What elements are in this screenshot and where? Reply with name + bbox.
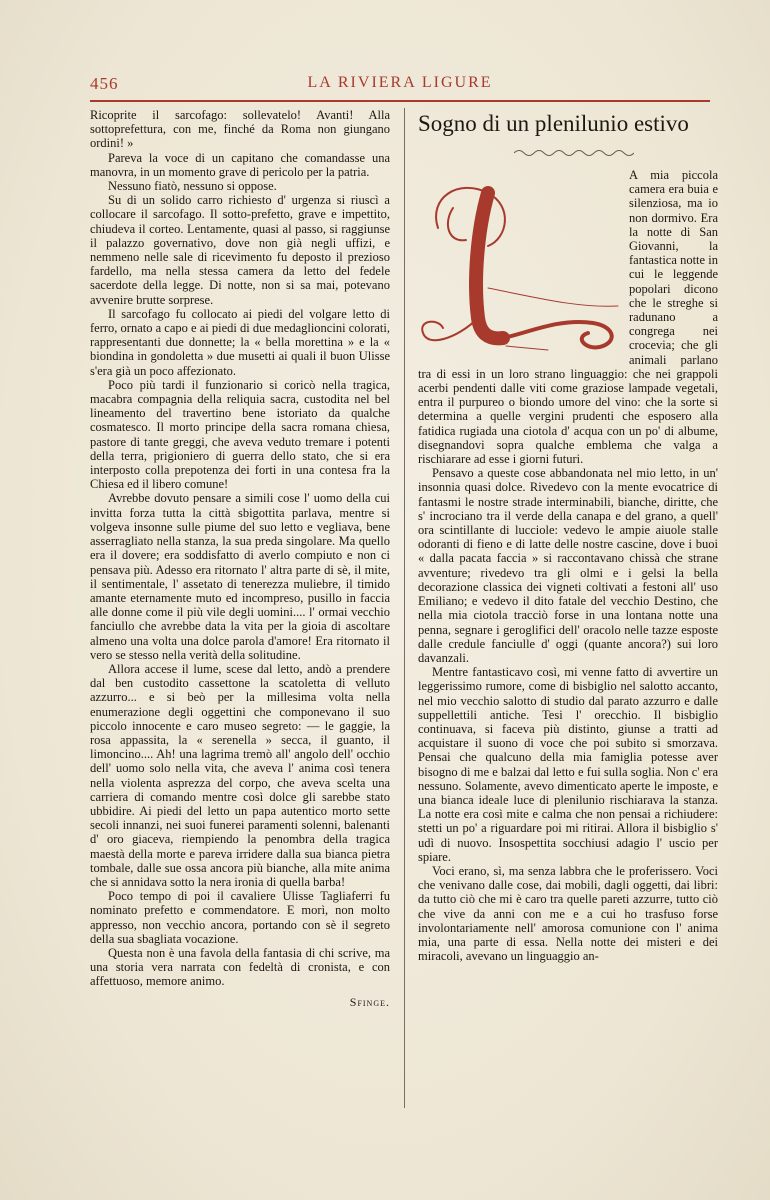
title-flourish-ornament	[514, 148, 634, 158]
left-column	[90, 108, 390, 1009]
right-paragraph: Mentre fantasticavo così, mi venne fatto di avvertire un leggerissimo rumore, come di bisbiglio nel salotto accanto, nel mio vecchio salotto di studio dal parato azzurro e dalle suppellettili antiche. Tesi l' orecchio. Il bisbiglio continuava, si faceva più distinto, giunse a tratti ad acquistare il suono di voce che poi subito si smorzava. Pensai che qualcuno della mia famiglia potesse aver bisogno di me e balzai dal letto e fui sulla soglia. Non c' era nessuno. Solamente, avevo dimenticato aperte le imposte, e una bianca ideale luce di plenilunio rischiarava la stanza. La notte era così mite e calma che non pensai a richiudere: stetti un po' a riguardare poi mi ritirai. Allora il bisbiglio s' udì di nuovo. Insospettita socchiusi adagio l' uscio per spiare.	[418, 665, 718, 864]
left-paragraph: Allora accese il lume, scese dal letto, andò a prendere dal ben custodito cassettone la scatoletta di velluto azzurro... e si beò per la millesima volta nella enumerazione degli oggettini che componevano il suo piccolo innocente e caro museo segreto: — le gaggie, la rosa appassita, la « serenella » secca, il guanto, il limoncino.... Ah! una lagrima tremò all' angolo dell' occhio dell' uomo solo nella vita, che aveva l' anima così tenera nella violenta asprezza del corpo, che aveva scelta una carriera di comando mentre così dolce gli sarebbe stato ubbidire. Ai piedi del letto un papa autentico morto sette secoli innanzi, nei suoi funerei paramenti solenni, balenanti d' oro giaceva, riempiendo la penombra della tragica maestà della morte e pareva irridere dalla sua bianca pietra tombale, dalle sue ossa ancora più bianche, alla mite anima che si annidava sotto la nera ironia di quella barba!	[90, 661, 390, 889]
left-paragraph: Poco più tardi il funzionario si coricò nella tragica, macabra compagnia della reliquia sacra, custodita nel bel lineamento del travertino bene istoriato da qualche cosmatesco. Il morto principe della sacra romana chiesa, pastore di tante greggi, che aveva veduto tremare i potenti della terra, prigioniero di guerra dello stato, che si era interposto colla prepotenza dei forti in una contesa fra la Chiesa ed il libero comune!	[90, 377, 390, 492]
right-column	[418, 108, 718, 963]
right-paragraph: Pensavo a queste cose abbandonata nel mio letto, in un' insonnia quasi dolce. Rivedevo con la mente evocatrice di fantasmi le nostre strade interminabili, bianche, diritte, che s' incrociano tra il verde della canapa e del grano, a quell' ora scintillante di lucciole: vedevo le ampie aiuole stalle odoranti di fieno e di latte delle nostre cascine, dove i buoi « dalla pacata faccia » si raccontavano chissà che strane avventure; rivedevo tra gli olmi e i gelsi la bella decorazione classica dei vigneti coltivati a festoni all' uso Emiliano; e vedevo il dito fatale del vecchio Destino, che nella mia ciotola tracciò forse in una lontana notte una penna, segnare i geroglifici dell' oracolo nelle tazze esposte dalle credule fanciulle d' oggi (quante ancora?) sui loro davanzali.	[418, 466, 718, 665]
page-number: 456	[90, 74, 119, 93]
drop-cap-ornament	[418, 168, 623, 358]
left-paragraph: Questa non è una favola della fantasia di chi scrive, ma una storia vera narrata con fedeltà di cronista, e con affettuoso, memore animo.	[90, 945, 390, 989]
right-paragraph: Voci erano, sì, ma senza labbra che le proferissero. Voci che venivano dalle cose, dai mobili, dagli oggetti, dai libri: da tutto ciò che mi è caro tra quelle pareti azzurre, tutto ciò che vive da anni con me e a cui ho trasfuso forse involontariamente nell' amorosa comunione con l' anima mia, una parte di essa. Nella notte dei misteri e dei miracoli, avevano un linguaggio an-	[418, 863, 718, 964]
left-paragraph: Il sarcofago fu collocato ai piedi del volgare letto di ferro, ornato a capo e ai piedi di due medaglioncini colorati, rappresentanti due donnette; la « bella morettina » e la « biondina in gondoletta » due musetti ai quali il buon Ulisse s'era già un poco affezionato.	[90, 306, 390, 378]
author-signature: Sfinge.	[349, 994, 390, 1009]
left-paragraph: Poco tempo di poi il cavaliere Ulisse Tagliaferri fu nominato prefetto e commendatore. E morì, non molto appresso, non vecchio ancora, portando con sè il segreto della sua sbagliata vocazione.	[90, 889, 390, 946]
right-first-paragraph: A mia piccola camera era buia e silenziosa, ma io non dormivo. Era la notte di San Giovanni, la fantastica notte in cui le leggende popolari dicono che le streghe si radunano a congrega nei crocevia; che gli animali parlano tra di essi in un loro strano linguaggio: che nei grappoli acerbi pendenti dalle viti come graziose lampade vegetali, entra il purpureo o biondo umore del vino: che la sorte si determina a quelle vergini prudenti che esposero alla fatidica rugiada una ciotola d' acqua con un po' di albume, disegnandovi sopra qualche emblema che valga a rischiarare ad esse i giorni futuri.	[418, 168, 718, 467]
running-head	[90, 70, 710, 102]
left-paragraph: Ricoprite il sarcofago: sollevatelo! Avanti! Alla sottoprefettura, con me, finché da Roma non giungano ordini! »	[90, 108, 390, 151]
drop-cap-letter-l	[418, 168, 623, 358]
left-paragraph: Su di un solido carro richiesto d' urgenza si riuscì a collocare il sarcofago. Il sotto-prefetto, grave e impettito, chiudeva il corteo. Lentamente, quasi al passo, si raggiunse il palazzo governativo, dove non già negli uffizi, e nemmeno nelle sale di ricevimento fu deposto il prezioso fardello, ma nella stessa camera da letto del fedele sacerdote della legge. Di notte, non si sa mai, potevano avvenire brutte sorprese.	[90, 193, 390, 307]
left-paragraph: Pareva la voce di un capitano che comandasse una manovra, in un momento grave di pericolo per la patria.	[90, 150, 390, 179]
left-paragraph: Nessuno fiatò, nessuno si oppose.	[108, 179, 277, 194]
column-divider	[404, 108, 405, 1108]
article-title: Sogno di un plenilunio estivo	[418, 111, 689, 136]
left-paragraph: Avrebbe dovuto pensare a simili cose l' uomo della cui invitta forza tutta la città sbigottita parlava, mentre si volgeva insonne sulle piume del suo letto e vegliava, bene asserragliato nella stanza, la sua preda singolare. Ma quello era il dovere; era soddisfatto di averlo compiuto e non ci pensava più. Adesso era ritornato l' altra parte di sè, il mite, il sentimentale, l' assetato di tenerezza muliebre, il timido amante eternamente muto ed incompreso, pusillo in faccia alle donne come il più vile degli uomini.... l' ormai vecchio fanciullo che avrebbe data la vita per la gioia di ascoltare almeno una volta una dolce parola d'amore! Era ritornato il vero se stesso nella verità della solitudine.	[90, 491, 390, 662]
journal-title: LA RIVIERA LIGURE	[307, 74, 493, 91]
